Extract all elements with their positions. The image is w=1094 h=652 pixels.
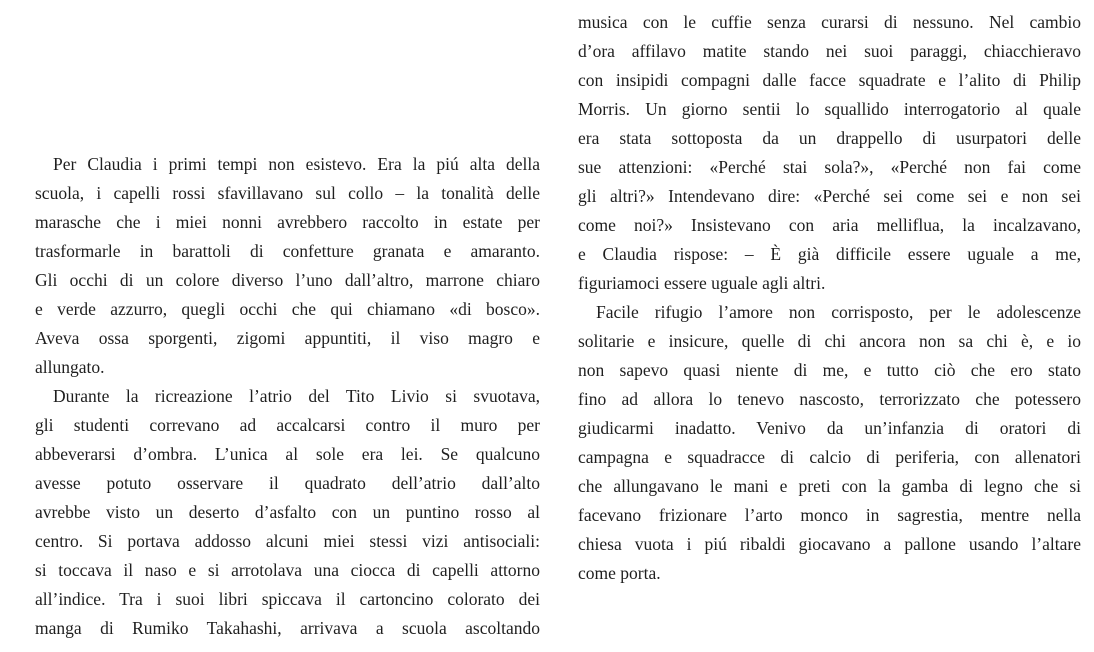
- text-line: gli altri?» Intendevano dire: «Perché sei come sei e non sei: [578, 186, 1081, 206]
- page-column-left: [35, 150, 540, 643]
- text-line: che allungavano le mani e preti con la gamba di legno che si: [578, 476, 1081, 496]
- text-line: non sapevo quasi niente di me, e tutto ciò che ero stato: [578, 360, 1081, 380]
- text-line: all’indice. Tra i suoi libri spiccava il cartoncino colorato dei: [35, 589, 540, 609]
- text-line: facevano frizionare l’arto monco in sagrestia, mentre nella: [578, 505, 1081, 525]
- text-line: avrebbe visto un deserto d’asfalto con un puntino rosso al: [35, 502, 540, 522]
- text-line: centro. Si portava addosso alcuni miei stessi vizi antisociali:: [35, 531, 540, 551]
- text-line: Per Claudia i primi tempi non esistevo. Era la piú alta della: [53, 154, 540, 174]
- text-line: musica con le cuffie senza curarsi di nessuno. Nel cambio: [578, 12, 1081, 32]
- text-line: scuola, i capelli rossi sfavillavano sul collo – la tonalità delle: [35, 183, 540, 203]
- text-line: e verde azzurro, quegli occhi che qui chiamano «di bosco».: [35, 299, 540, 319]
- text-line: Facile rifugio l’amore non corrisposto, per le adolescenze: [596, 302, 1081, 322]
- text-line: Aveva ossa sporgenti, zigomi appuntiti, il viso magro e: [35, 328, 540, 348]
- text-line: d’ora affilavo matite stando nei suoi paraggi, chiacchieravo: [578, 41, 1081, 61]
- text-line: chiesa vuota i piú ribaldi giocavano a pallone usando l’altare: [578, 534, 1081, 554]
- text-line: avesse potuto osservare il quadrato dell’atrio dall’alto: [35, 473, 540, 493]
- text-line: Durante la ricreazione l’atrio del Tito Livio si svuotava,: [53, 386, 540, 406]
- text-line: come porta.: [578, 563, 661, 583]
- text-line: Gli occhi di un colore diverso l’uno dall’altro, marrone chiaro: [35, 270, 540, 290]
- text-line: era stata sottoposta da un drappello di usurpatori delle: [578, 128, 1081, 148]
- page-column-right: [578, 8, 1081, 588]
- text-line: marasche che i miei nonni avrebbero raccolto in estate per: [35, 212, 540, 232]
- text-line: figuriamoci essere uguale agli altri.: [578, 273, 826, 293]
- text-line: come noi?» Insistevano con aria melliflua, la incalzavano,: [578, 215, 1081, 235]
- text-line: con insipidi compagni dalle facce squadrate e l’alito di Philip: [578, 70, 1081, 90]
- text-line: campagna e squadracce di calcio di periferia, con allenatori: [578, 447, 1081, 467]
- text-line: allungato.: [35, 357, 105, 377]
- text-line: solitarie e insicure, quelle di chi ancora non sa chi è, e io: [578, 331, 1081, 351]
- text-line: manga di Rumiko Takahashi, arrivava a scuola ascoltando: [35, 618, 540, 638]
- text-line: fino ad allora lo tenevo nascosto, terrorizzato che potessero: [578, 389, 1081, 409]
- text-line: si toccava il naso e si arrotolava una ciocca di capelli attorno: [35, 560, 540, 580]
- text-line: gli studenti correvano ad accalcarsi contro il muro per: [35, 415, 540, 435]
- text-line: e Claudia rispose: – È già difficile essere uguale a me,: [578, 244, 1081, 264]
- text-line: trasformarle in barattoli di confetture granata e amaranto.: [35, 241, 540, 261]
- text-line: Morris. Un giorno sentii lo squallido interrogatorio al quale: [578, 99, 1081, 119]
- text-line: sue attenzioni: «Perché stai sola?», «Perché non fai come: [578, 157, 1081, 177]
- text-line: giudicarmi inadatto. Venivo da un’infanzia di oratori di: [578, 418, 1081, 438]
- text-line: abbeverarsi d’ombra. L’unica al sole era lei. Se qualcuno: [35, 444, 540, 464]
